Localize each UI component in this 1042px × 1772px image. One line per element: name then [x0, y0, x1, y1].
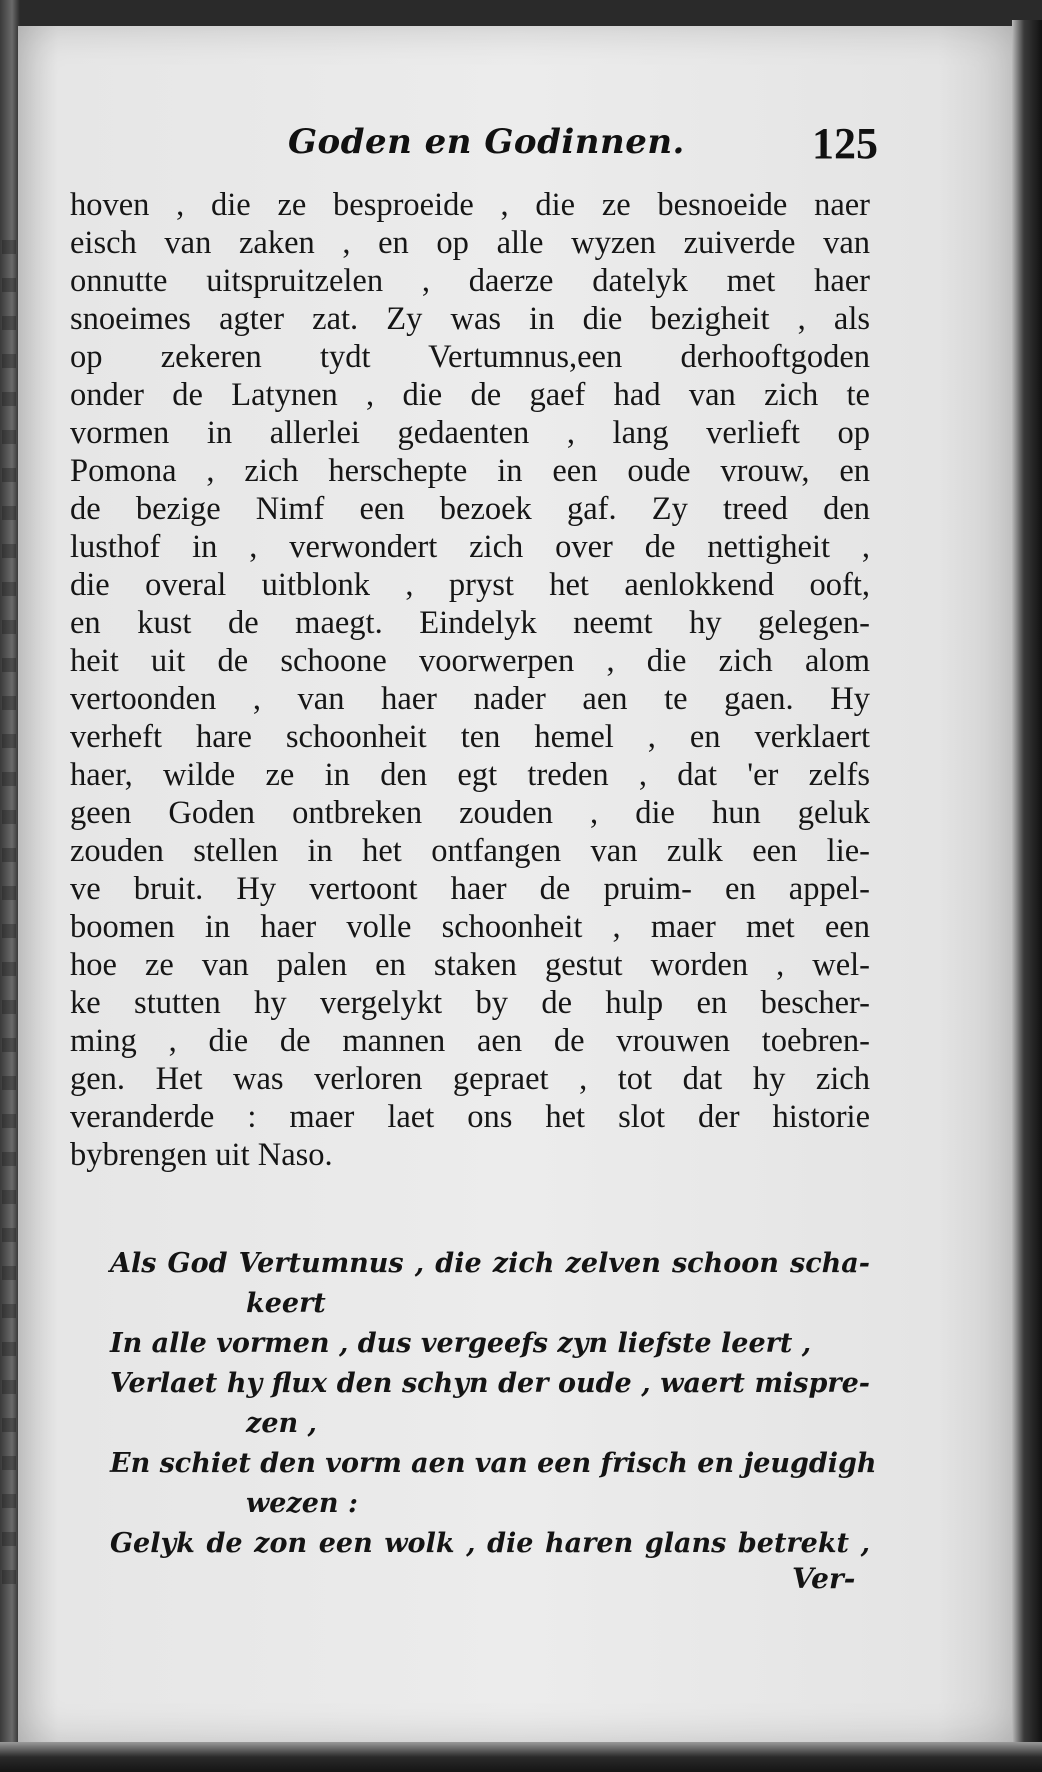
prose-line: hoven , die ze besproeide , die ze besnoeide naer: [70, 187, 870, 223]
facing-page-text-fragments: [2, 240, 16, 1590]
prose-line: boomen in haer volle schoonheit , maer met een: [70, 909, 870, 945]
prose-line: vertoonden , van haer nader aen te gaen. Hy: [70, 681, 870, 717]
page-number: 125: [812, 119, 878, 168]
prose-line: lusthof in , verwondert zich over de nettigheit ,: [70, 529, 870, 565]
page-right-shadow: [1012, 20, 1042, 1760]
prose-line: en kust de maegt. Eindelyk neemt hy gelegen-: [70, 605, 870, 641]
prose-line: veranderde : maer laet ons het slot der historie: [70, 1099, 870, 1135]
prose-line: op zekeren tydt Vertumnus,een derhooftgoden: [70, 339, 870, 375]
facing-page-strip: [0, 0, 20, 1772]
verse-line-continuation: wezen :: [246, 1488, 358, 1519]
prose-line: zouden stellen in het ontfangen van zulk een lie-: [70, 833, 870, 869]
catchword: Ver-: [792, 1562, 856, 1595]
verse-line: In alle vormen , dus vergeefs zyn liefste leert ,: [110, 1328, 812, 1359]
running-head: Goden en Godinnen.: [288, 122, 685, 162]
prose-line: ve bruit. Hy vertoont haer de pruim- en appel-: [70, 871, 870, 907]
verse-quotation: [110, 1244, 877, 1564]
prose-line: heit uit de schoone voorwerpen , die zich alom: [70, 643, 870, 679]
prose-line: Pomona , zich herschepte in een oude vrouw, en: [70, 453, 870, 489]
prose-line: vormen in allerlei gedaenten , lang verlieft op: [70, 415, 870, 451]
prose-line: onder de Latynen , die de gaef had van zich te: [70, 377, 870, 413]
prose-line: hoe ze van palen en staken gestut worden , wel-: [70, 947, 870, 983]
verse-line: Verlaet hy flux den schyn der oude , waert mispre-: [110, 1368, 870, 1399]
prose-line: bybrengen uit Naso.: [70, 1137, 333, 1173]
prose-line: gen. Het was verloren gepraet , tot dat hy zich: [70, 1061, 870, 1097]
prose-line: die overal uitblonk , pryst het aenlokkend ooft,: [70, 567, 870, 603]
page-bottom-shadow: [0, 1742, 1042, 1772]
prose-line: ming , die de mannen aen de vrouwen toebren-: [70, 1023, 870, 1059]
verse-line: En schiet den vorm aen van een frisch en jeugdigh: [110, 1448, 877, 1479]
prose-line: de bezige Nimf een bezoek gaf. Zy treed den: [70, 491, 870, 527]
prose-line: eisch van zaken , en op alle wyzen zuiverde van: [70, 225, 870, 261]
verse-line: Gelyk de zon een wolk , die haren glans betrekt ,: [110, 1528, 870, 1559]
prose-line: verheft hare schoonheit ten hemel , en verklaert: [70, 719, 870, 755]
page-header: [288, 119, 878, 178]
verse-line-continuation: keert: [246, 1288, 326, 1319]
prose-line: onnutte uitspruitzelen , daerze datelyk met haer: [70, 263, 870, 299]
verse-line: Als God Vertumnus , die zich zelven schoon scha-: [110, 1248, 870, 1279]
prose-line: haer, wilde ze in den egt treden , dat 'er zelfs: [70, 757, 870, 793]
prose-line: ke stutten hy vergelykt by de hulp en bescher-: [70, 985, 870, 1021]
prose-body: [70, 186, 870, 1174]
prose-line: geen Goden ontbreken zouden , die hun geluk: [70, 795, 870, 831]
verse-line-continuation: zen ,: [246, 1408, 317, 1439]
prose-line: snoeimes agter zat. Zy was in die bezigheit , als: [70, 301, 870, 337]
